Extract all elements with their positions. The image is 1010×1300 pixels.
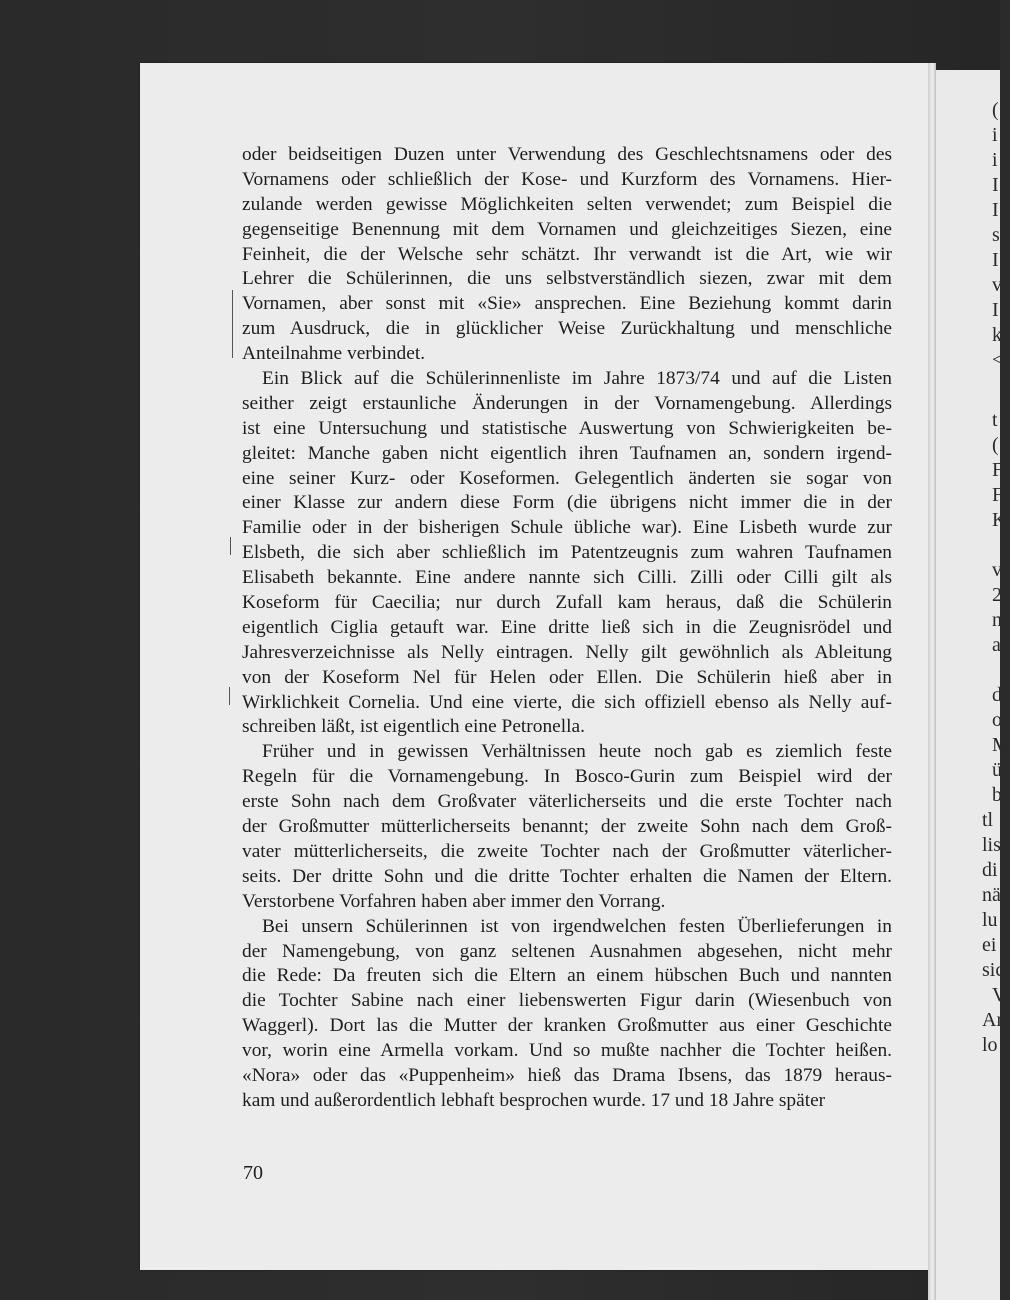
page-gutter-edge [928,63,936,1300]
adjacent-page-fragment: i [992,149,998,171]
text-line: Anteilnahme verbindet. [242,343,426,365]
text-line: die Tochter Sabine nach einer liebenswerten Figur darin (Wiesenbuch von [242,990,892,1012]
adjacent-page-fragment: t [992,409,998,431]
adjacent-page-fragment: s [992,224,1000,246]
adjacent-page-fragment: n [992,609,1002,631]
margin-mark [229,687,230,705]
text-line: vor, worin eine Armella vorkam. Und so mußte nachher die Tochter heißen. [242,1040,892,1062]
adjacent-page-fragment: nä [982,884,1001,906]
adjacent-page-fragment: ü [992,759,1002,781]
adjacent-page-fragment: i [992,124,998,146]
text-line: Ein Blick auf die Schülerinnenliste im Jahre 1873/74 und auf die Listen [262,368,892,390]
adjacent-page-fragment: 2 [992,584,1002,606]
text-line: der Großmutter mütterlicherseits benannt; der zweite Sohn nach dem Groß- [242,816,892,838]
adjacent-page-fragment: b [992,784,1002,806]
text-line: seither zeigt erstaunliche Änderungen in der Vornamengebung. Allerdings [242,392,892,414]
body-text [242,143,892,1114]
adjacent-page-fragment: lis [982,834,1001,856]
adjacent-page-fragment: I [992,199,999,221]
text-line: Feinheit, die der Welsche sehr schätzt. Ihr verwandt ist die Art, wie wir [242,243,892,265]
text-line: Vornamen, aber sonst mit «Sie» ansprechen. Eine Beziehung kommt darin [242,293,892,315]
text-line: Wirklichkeit Cornelia. Und eine vierte, die sich offiziell ebenso als Nelly auf- [242,691,892,713]
adjacent-page-fragment: a [992,634,1001,656]
text-line: von der Koseform Nel für Helen oder Ellen. Die Schülerin hieß aber in [242,666,892,688]
adjacent-page-fragment: di [982,859,998,881]
adjacent-page-fragment: ( [992,434,999,456]
text-line: vater mütterlicherseits, die zweite Tochter nach der Großmutter väterlicher- [242,840,892,862]
paragraph [242,367,892,740]
adjacent-page-fragment: k [992,324,1002,346]
text-line: Elisabeth bekannte. Eine andere nannte sich Cilli. Zilli oder Cilli gilt als [242,567,892,589]
adjacent-page-fragment: F [992,459,1004,481]
text-line: Regeln für die Vornamengebung. In Bosco-Gurin zum Beispiel wird der [242,766,892,788]
adjacent-page-fragment: M [992,734,1010,756]
paragraph [242,915,892,1114]
adjacent-page-fragment: d [992,684,1002,706]
text-line: Elsbeth, die sich aber schließlich im Patentzeugnis zum wahren Taufnamen [242,542,892,564]
adjacent-page-fragment: F [992,484,1004,506]
text-line: zulande werden gewisse Möglichkeiten selten verwendet; zum Beispiel die [242,193,892,215]
text-line: gegenseitige Benennung mit dem Vornamen und gleichzeitiges Siezen, eine [242,218,892,240]
adjacent-page-fragment: V [992,984,1007,1006]
text-line: schreiben läßt, ist eigentlich eine Petronella. [242,716,585,738]
text-line: Bei unsern Schülerinnen ist von irgendwelchen festen Überlieferungen in [262,915,892,937]
adjacent-page-fragment: lu [982,909,998,931]
text-line: kam und außerordentlich lebhaft besprochen wurde. 17 und 18 Jahre später [242,1089,826,1111]
text-line: Vornamens oder schließlich der Kose- und Kurzform des Vornamens. Hier- [242,168,892,190]
adjacent-page-fragment: ei [982,934,997,956]
adjacent-page-fragment: v [992,274,1002,296]
text-line: seits. Der dritte Sohn und die dritte Tochter erhalten die Namen der Eltern. [242,865,892,887]
adjacent-page-fragment: o [992,709,1002,731]
adjacent-page-fragment: sic [982,959,1005,981]
text-line: oder beidseitigen Duzen unter Verwendung des Geschlechtsnamens oder des [242,144,892,165]
text-line: eigentlich Ciglia getauft war. Eine dritte ließ sich in die Zeugnisrödel und [242,616,892,638]
adjacent-page-fragment: v [992,559,1002,581]
text-line: zum Ausdruck, die in glücklicher Weise Zurückhaltung und menschliche [242,318,892,340]
adjacent-page-fragment: ( [992,99,999,121]
margin-mark [232,290,233,358]
paragraph [242,740,892,914]
text-line: Lehrer die Schülerinnen, die uns selbstverständlich siezen, zwar mit dem [242,268,892,290]
paragraph [242,143,892,367]
adjacent-page-fragment: < [992,349,1004,371]
adjacent-page-strip [936,70,1010,1300]
text-line: gleitet: Manche gaben nicht eigentlich ihren Taufnamen an, sondern irgend- [242,442,892,464]
text-line: «Nora» oder das «Puppenheim» hieß das Drama Ibsens, das 1879 heraus- [242,1064,892,1086]
text-line: Waggerl). Dort las die Mutter der kranken Großmutter aus einer Geschichte [242,1015,892,1037]
text-line: Koseform für Caecilia; nur durch Zufall kam heraus, daß die Schülerin [242,592,892,614]
adjacent-page-fragment: Ar [982,1009,1004,1031]
adjacent-page-fragment: I [992,174,999,196]
adjacent-page-fragment: I [992,299,999,321]
text-line: die Rede: Da freuten sich die Eltern an einem hübschen Buch und nannten [242,965,892,987]
text-line: Verstorbene Vorfahren haben aber immer den Vorrang. [242,890,666,912]
text-line: erste Sohn nach dem Großvater väterlicherseits und die erste Tochter nach [242,791,892,813]
adjacent-page-fragment: tl [982,809,994,831]
text-line: Jahresverzeichnisse als Nelly eintragen. Nelly gilt gewöhnlich als Ableitung [242,641,892,663]
text-line: einer Klasse zur andern diese Form (die übrigens nicht immer die in der [242,492,892,514]
text-line: eine seiner Kurz- oder Koseformen. Gelegentlich änderten sie sogar von [242,467,892,489]
margin-mark [230,537,231,555]
text-line: ist eine Untersuchung und statistische Auswertung von Schwierigkeiten be- [242,417,892,439]
text-line: Früher und in gewissen Verhältnissen heute noch gab es ziemlich feste [262,741,892,763]
page-number: 70 [243,1162,263,1184]
adjacent-page-fragment: I [992,249,999,271]
text-line: der Namengebung, von ganz seltenen Ausnahmen abgesehen, nicht mehr [242,940,892,962]
adjacent-page-fragment: lo [982,1034,998,1056]
text-line: Familie oder in der bisherigen Schule übliche war). Eine Lisbeth wurde zur [242,517,892,539]
adjacent-page-fragment: K [992,509,1007,531]
